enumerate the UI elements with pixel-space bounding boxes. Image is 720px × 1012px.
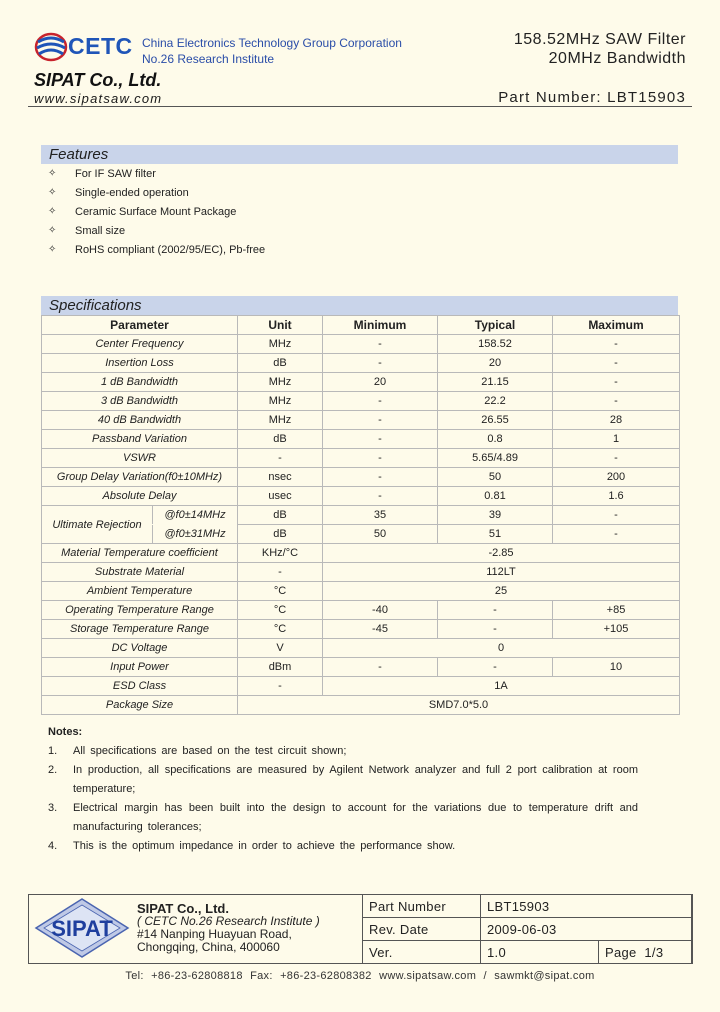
table-cell: 35 [323,506,438,525]
table-cell: MHz [238,411,323,430]
table-cell: 28 [553,411,680,430]
parameter-cell: DC Voltage [42,639,238,658]
note-text: All specifications are based on the test circuit shown; [73,745,347,757]
parameter-cell: Insertion Loss [42,354,238,373]
sipat-logo-icon [34,897,130,959]
table-row [42,373,680,392]
version-label: Ver. [363,941,481,964]
table-cell: - [323,354,438,373]
table-row [42,563,680,582]
table-cell: - [553,354,680,373]
parameter-cell: Passband Variation [42,430,238,449]
website-link[interactable]: www.sipatsaw.com [34,91,163,106]
table-cell: - [323,658,438,677]
table-cell: - [323,487,438,506]
notes-title: Notes: [48,726,83,738]
feature-item [48,166,265,185]
table-cell: KHz/°C [238,544,323,563]
table-cell: - [323,430,438,449]
table-cell: +105 [553,620,680,639]
table-row [42,601,680,620]
table-cell: 21.15 [438,373,553,392]
table-cell: dB [238,506,323,525]
version-value: 1.0 [481,941,599,964]
table-cell: - [238,449,323,468]
table-cell: 0.81 [438,487,553,506]
parameter-cell: 3 dB Bandwidth [42,392,238,411]
table-cell: °C [238,601,323,620]
table-cell: - [438,658,553,677]
note-number: 2. [48,764,58,776]
column-header: Typical [438,316,553,335]
feature-item [48,223,265,242]
table-cell: - [553,335,680,354]
column-header: Maximum [553,316,680,335]
feature-item [48,185,265,204]
diamond-bullet-icon: ✧ [48,168,57,179]
parameter-cell: ESD Class [42,677,238,696]
table-cell: dB [238,430,323,449]
table-cell: - [553,525,680,544]
table-row [42,620,680,639]
note-item [48,761,638,799]
table-cell: - [553,373,680,392]
table-cell: SMD7.0*5.0 [238,696,680,715]
parameter-cell: Storage Temperature Range [42,620,238,639]
table-cell: - [323,392,438,411]
table-cell: 39 [438,506,553,525]
footer-info-table [362,894,693,964]
diamond-bullet-icon: ✧ [48,225,57,236]
note-text: Electrical margin has been built into the design to account for the variations due to temperature drift and manufacturing tolerances; [73,802,638,833]
note-number: 4. [48,840,58,852]
table-row [42,658,680,677]
table-cell: - [323,411,438,430]
feature-text: Ceramic Surface Mount Package [75,206,237,218]
table-cell: - [438,620,553,639]
table-cell: MHz [238,392,323,411]
parameter-cell: Ambient Temperature [42,582,238,601]
part-number: Part Number: LBT15903 [498,89,686,106]
table-cell: 200 [553,468,680,487]
table-cell: - [553,392,680,411]
rev-date-label: Rev. Date [363,918,481,941]
table-cell: V [238,639,323,658]
product-title: 158.52MHz SAW Filter 20MHz Bandwidth [513,31,686,67]
table-cell: dBm [238,658,323,677]
table-cell: °C [238,582,323,601]
table-cell: 0 [323,639,680,658]
table-row [42,506,680,525]
table-cell: 112LT [323,563,680,582]
table-cell: +85 [553,601,680,620]
table-cell: 51 [438,525,553,544]
footer-company-info: SIPAT Co., Ltd. ( CETC No.26 Research Institute ) #14 Nanping Huayuan Road, Chongqing, China, 400060 [137,901,320,954]
diamond-bullet-icon: ✧ [48,244,57,255]
company-name: SIPAT Co., Ltd. [34,70,162,90]
table-cell: 22.2 [438,392,553,411]
table-row [42,677,680,696]
sipat-logo-text: SIPAT [51,916,113,941]
table-cell: 20 [438,354,553,373]
table-cell: - [238,677,323,696]
table-row [42,582,680,601]
table-row [42,449,680,468]
table-cell: 50 [438,468,553,487]
table-cell: 10 [553,658,680,677]
parameter-cell: Operating Temperature Range [42,601,238,620]
column-header: Unit [238,316,323,335]
column-header: Minimum [323,316,438,335]
table-cell: usec [238,487,323,506]
table-cell: -45 [323,620,438,639]
parameter-cell: Material Temperature coefficient [42,544,238,563]
table-row [42,639,680,658]
specifications-heading: Specifications [41,296,678,315]
contact-info: Tel: +86-23-62808818 Fax: +86-23-62808382 www.sipatsaw.com / sawmkt@sipat.com [125,970,595,982]
header-divider [28,106,692,107]
table-cell: - [438,601,553,620]
table-row [42,430,680,449]
feature-item [48,204,265,223]
table-row [42,335,680,354]
table-cell: MHz [238,373,323,392]
features-heading: Features [41,145,678,164]
table-cell: - [553,506,680,525]
table-cell: 158.52 [438,335,553,354]
part-number-value: LBT15903 [481,895,693,918]
table-cell: nsec [238,468,323,487]
table-cell: dB [238,354,323,373]
table-cell: 20 [323,373,438,392]
table-cell: 25 [323,582,680,601]
table-cell: - [323,335,438,354]
rejection-offset: @f0±31MHz [152,525,237,543]
cetc-logo-text: CETC [68,33,133,59]
rev-date-value: 2009-06-03 [481,918,693,941]
feature-text: Single-ended operation [75,187,189,199]
note-item [48,742,638,761]
parameter-cell: Absolute Delay [42,487,238,506]
table-cell: dB [238,525,323,544]
table-cell: -2.85 [323,544,680,563]
diamond-bullet-icon: ✧ [48,187,57,198]
table-cell: MHz [238,335,323,354]
table-cell: 1 [553,430,680,449]
parameter-cell: VSWR [42,449,238,468]
note-number: 1. [48,745,58,757]
parameter-cell: Input Power [42,658,238,677]
parameter-cell: Group Delay Variation(f0±10MHz) [42,468,238,487]
table-cell: 1.6 [553,487,680,506]
table-cell: 5.65/4.89 [438,449,553,468]
table-row [42,487,680,506]
feature-text: Small size [75,225,126,237]
notes-section [48,726,638,856]
table-cell: 1A [323,677,680,696]
note-text: In production, all specifications are measured by Agilent Network analyzer and full 2 port calibration at room temperature; [73,764,638,795]
table-cell: 26.55 [438,411,553,430]
corporation-name: China Electronics Technology Group Corporation No.26 Research Institute [142,36,402,66]
note-item [48,799,638,837]
page-info: Page 1/3 [599,941,693,964]
table-row [42,411,680,430]
table-header-row [42,316,680,335]
table-cell: - [553,449,680,468]
table-row [42,392,680,411]
rejection-offset: @f0±14MHz [152,506,237,524]
parameter-cell: 40 dB Bandwidth [42,411,238,430]
feature-item [48,242,265,261]
parameter-cell [42,506,238,532]
parameter-cell: Substrate Material [42,563,238,582]
note-item [48,837,638,856]
table-cell: - [238,563,323,582]
table-cell: - [323,449,438,468]
part-number-label: Part Number [363,895,481,918]
note-text: This is the optimum impedance in order to achieve the performance show. [73,840,456,852]
parameter-cell: Center Frequency [42,335,238,354]
parameter-cell: 1 dB Bandwidth [42,373,238,392]
parameter-cell: Package Size [42,696,238,715]
features-list [48,166,265,261]
feature-text: For IF SAW filter [75,168,156,180]
table-row [42,696,680,715]
table-row [42,354,680,373]
table-cell: 50 [323,525,438,544]
diamond-bullet-icon: ✧ [48,206,57,217]
specifications-table [41,315,680,715]
column-header: Parameter [42,316,238,335]
table-cell: -40 [323,601,438,620]
table-cell: 0.8 [438,430,553,449]
feature-text: RoHS compliant (2002/95/EC), Pb-free [75,244,266,256]
table-cell: °C [238,620,323,639]
rejection-label: Ultimate Rejection [52,519,142,532]
table-row [42,468,680,487]
table-row [42,544,680,563]
table-cell: - [323,468,438,487]
note-number: 3. [48,802,58,814]
